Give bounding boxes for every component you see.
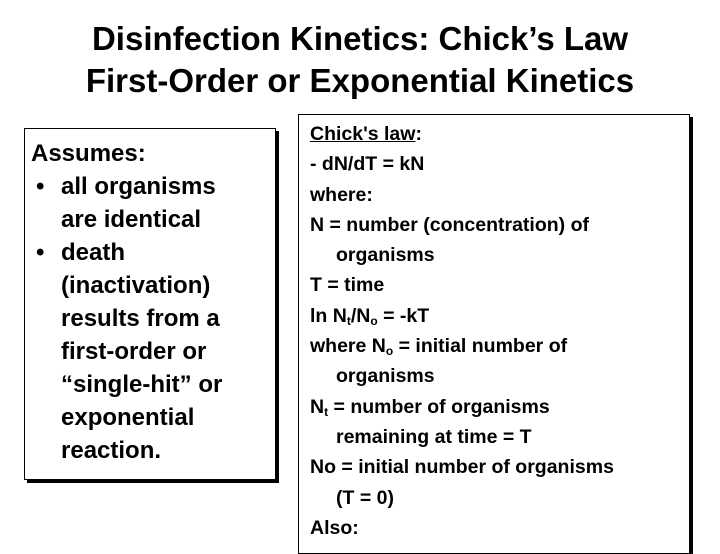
- slide-title: [0, 18, 720, 102]
- chicks-law-colon: :: [415, 123, 422, 145]
- nt-suffix: = number of organisms: [328, 395, 550, 418]
- nt-definition: [310, 392, 689, 422]
- assumptions-box: [24, 128, 276, 480]
- list-item-line: results from a: [61, 305, 220, 332]
- chicks-law-box: [298, 114, 690, 554]
- list-item: [31, 236, 275, 467]
- list-item-line: all organisms: [61, 173, 216, 200]
- rate-equation: - dN/dT = kN: [310, 153, 425, 176]
- chicks-law-label: Chick's law: [310, 123, 416, 145]
- ln-suffix: = -kT: [377, 304, 430, 327]
- where-no-prefix: where N: [310, 335, 386, 358]
- n-definition-cont: organisms: [336, 244, 435, 267]
- integrated-equation: [310, 301, 689, 331]
- list-item-line: “single-hit” or: [61, 371, 223, 398]
- bullet-icon: •: [36, 239, 45, 266]
- list-item-line: (inactivation): [61, 272, 211, 299]
- title-line-2: First-Order or Exponential Kinetics: [85, 62, 635, 99]
- nt-definition-cont: remaining at time = T: [336, 425, 532, 448]
- bullet-icon: •: [36, 173, 45, 200]
- list-item-line: exponential: [61, 404, 195, 431]
- no-definition-cont: organisms: [336, 365, 435, 388]
- assumptions-heading: Assumes:: [31, 140, 146, 167]
- ln-prefix: ln N: [310, 304, 347, 327]
- subscript-t: t: [324, 404, 329, 419]
- t-definition: T = time: [310, 274, 385, 297]
- assumptions-list: [31, 170, 275, 467]
- list-item-line: reaction.: [61, 437, 162, 464]
- chicks-law-heading: [310, 119, 689, 149]
- n-definition: N = number (concentration) of: [310, 213, 589, 236]
- also-label: Also:: [310, 516, 359, 539]
- ln-mid: /N: [350, 304, 371, 327]
- subscript-o: o: [385, 344, 394, 359]
- list-item-line: first-order or: [61, 338, 207, 365]
- no-definition: [310, 331, 689, 361]
- subscript-t: t: [346, 313, 351, 328]
- nt-prefix: N: [310, 395, 325, 418]
- no-initial-definition: No = initial number of organisms: [310, 456, 614, 479]
- subscript-o: o: [370, 313, 378, 328]
- list-item-line: are identical: [61, 206, 202, 233]
- where-label: where:: [310, 183, 373, 206]
- no-initial-definition-cont: (T = 0): [336, 486, 394, 509]
- list-item-line: death: [61, 239, 126, 266]
- title-line-1: Disinfection Kinetics: Chick’s Law: [91, 20, 629, 57]
- list-item: [31, 170, 275, 236]
- where-no-suffix: = initial number of: [393, 335, 568, 358]
